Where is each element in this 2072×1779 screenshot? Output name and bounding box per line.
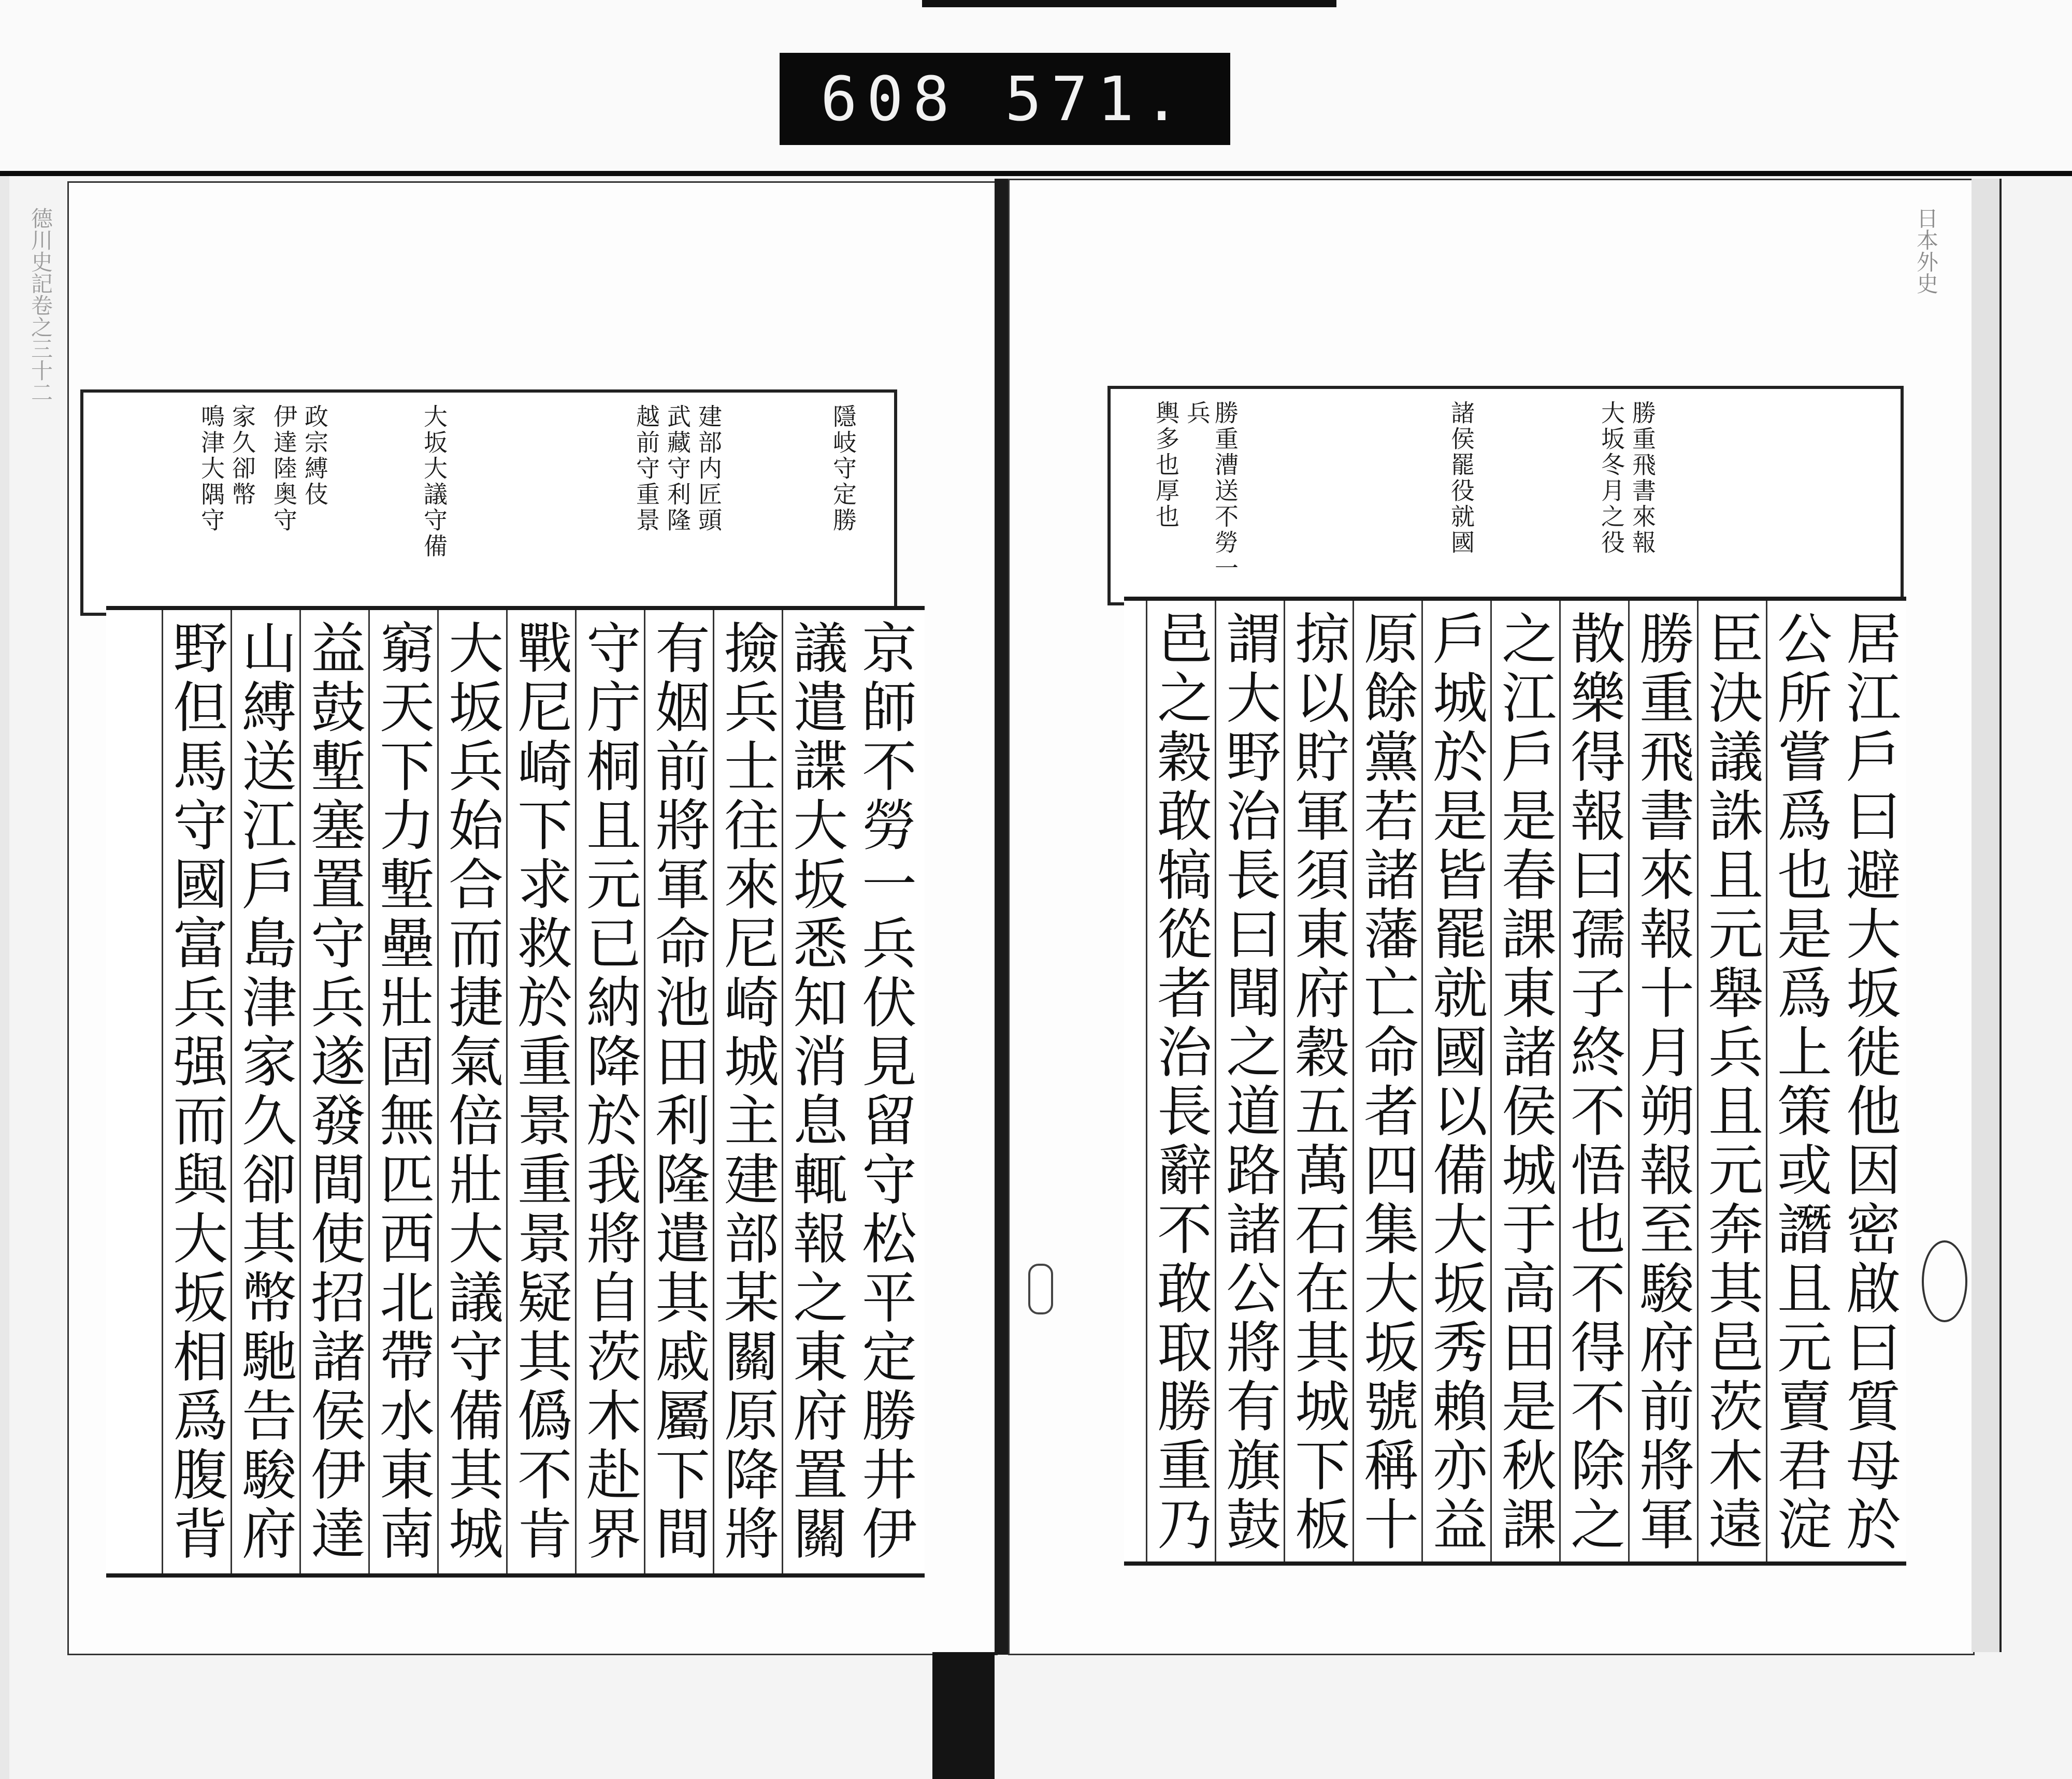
text-column: 京師不勞一兵伏見留守松平定勝井伊 [853, 619, 917, 1564]
right-annotation-box [1107, 386, 1904, 605]
text-column: 戰尼崎下求救於重景重景疑其僞不肯 [506, 610, 575, 1573]
bottom-gutter [932, 1652, 995, 1779]
annotation: 鳴津大隅守 [197, 404, 225, 533]
binding-mark [1028, 1264, 1053, 1314]
frame-divider [0, 171, 2072, 176]
text-column: 散樂得報曰孺子終不悟也不得不除之 [1559, 601, 1628, 1561]
annotation: 建部内匠頭 [695, 404, 723, 533]
text-column: 居江戶曰避大坂徙他因密啟曰質母於 [1837, 610, 1901, 1555]
text-column: 有姻前將軍命池田利隆遣其戚屬下間 [644, 610, 713, 1573]
annotation: 家久卻幣 [228, 404, 256, 508]
text-column: 窮天下力塹壘壯固無匹西北帶水東南 [368, 610, 437, 1573]
annotation: 伊達陸奥守 [270, 404, 298, 533]
text-column: 之江戶是春課東諸侯城于高田是秋課 [1490, 601, 1559, 1561]
annotation: 勝重漕送不勞一兵 [1183, 400, 1239, 582]
left-text-area [106, 606, 925, 1578]
text-column: 守庁桐且元已納降於我將自茨木赴界 [575, 610, 644, 1573]
annotation: 大坂大議守備 [420, 404, 448, 559]
annotation: 政宗縛伎 [301, 404, 329, 508]
text-column: 撿兵士往來尼崎城主建部某關原降將 [713, 610, 782, 1573]
text-column: 議遣諜大坂悉知消息輒報之東府置關 [782, 610, 851, 1573]
text-column: 戶城於是皆罷就國以備大坂秀賴亦益 [1421, 601, 1490, 1561]
text-column: 邑之穀敢犒從者治長辭不敢取勝重乃 [1146, 601, 1215, 1561]
text-column: 原餘黨若諸藩亡命者四集大坂號稱十 [1352, 601, 1421, 1561]
text-column: 勝重飛書來報十月朔報至駿府前將軍 [1628, 601, 1697, 1561]
right-bleed-text: 日本外史 [1913, 207, 1939, 294]
text-column: 益鼓塹塞置守兵遂發間使招諸侯伊達 [299, 610, 368, 1573]
left-bleed-text: 德川史記卷之三十二 [28, 207, 53, 403]
top-edge-bar [922, 0, 1336, 7]
annotation: 輿多也厚也 [1152, 400, 1180, 530]
left-edge [0, 176, 9, 1779]
annotation: 勝重飛書來報 [1629, 400, 1657, 556]
annotation: 隱岐守定勝 [829, 404, 857, 533]
book-spine [995, 179, 1008, 1655]
right-page-edge [1972, 179, 2002, 1652]
annotation: 越前守重景 [632, 404, 660, 533]
annotation: 諸侯罷役就國 [1447, 400, 1475, 556]
text-column: 掠以貯軍須東府穀五萬石在其城下板 [1284, 601, 1352, 1561]
annotation: 武藏守利隆 [664, 404, 692, 533]
catalog-label: 608 571. [780, 53, 1230, 145]
page-circle-mark [1922, 1240, 1967, 1322]
annotation: 大坂冬月之役 [1598, 400, 1625, 556]
left-annotation-box [80, 389, 897, 616]
text-column: 公所嘗爲也是爲上策或譖且元賣君淀 [1766, 601, 1835, 1561]
text-column: 野但馬守國富兵强而與大坂相爲腹背 [162, 610, 231, 1573]
text-column: 大坂兵始合而捷氣倍壯大議守備其城 [437, 610, 506, 1573]
text-column: 謂大野治長曰聞之道路諸公將有旗鼓 [1215, 601, 1284, 1561]
text-column: 臣決議誅且元舉兵且元奔其邑茨木遠 [1697, 601, 1766, 1561]
text-column: 山縛送江戶島津家久卻其幣馳告駿府 [231, 610, 299, 1573]
right-text-area [1124, 597, 1906, 1566]
